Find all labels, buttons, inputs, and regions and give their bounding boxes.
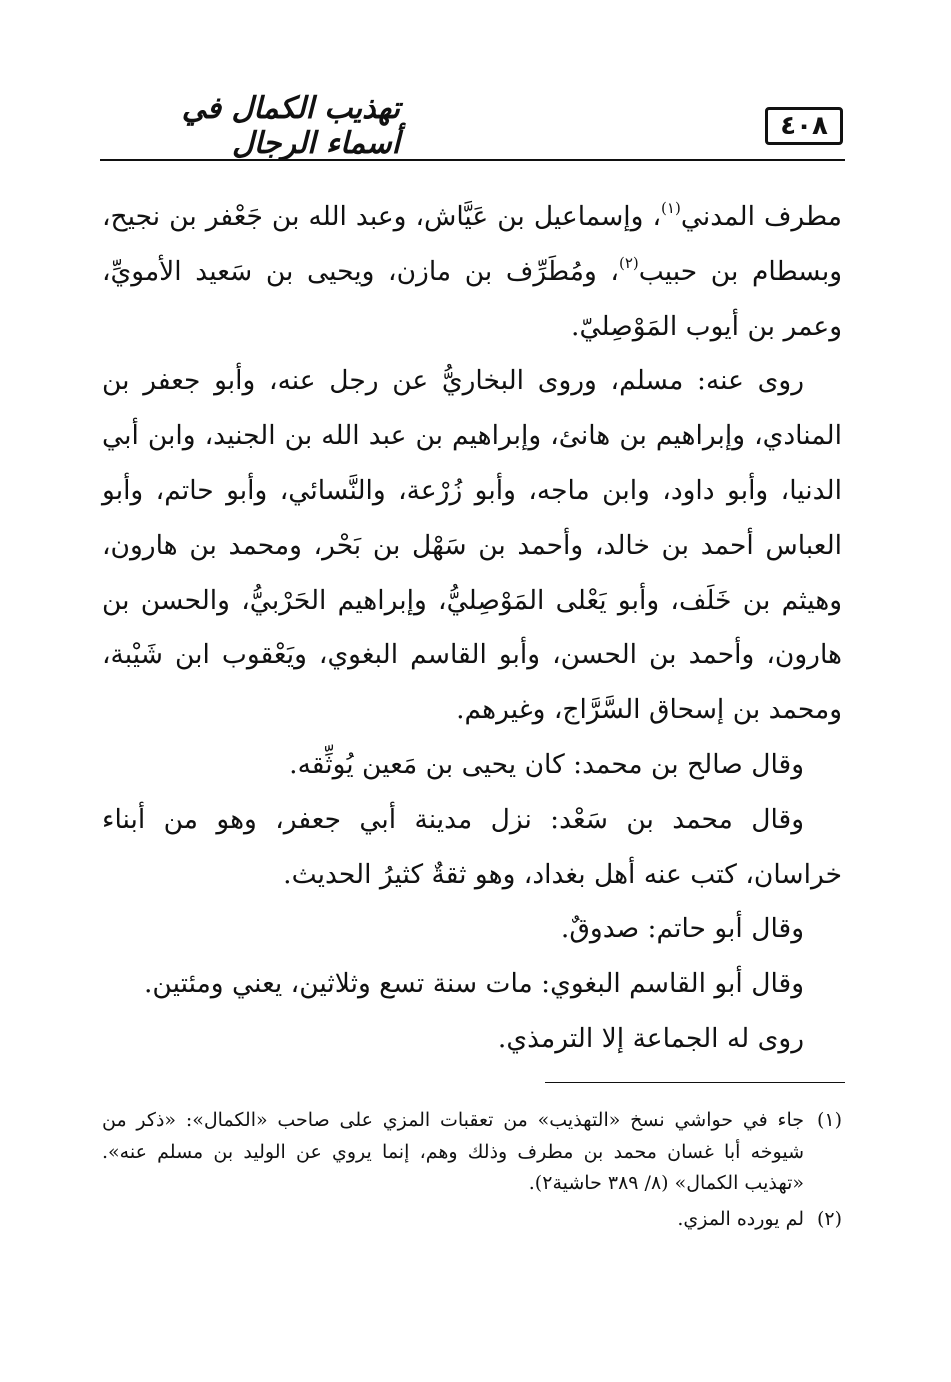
footnotes <box>102 1105 842 1239</box>
footnote-1 <box>102 1105 842 1200</box>
paragraph-baghawi: وقال أبو القاسم البغوي: مات سنة تسع وثلاثين، يعني ومئتين. <box>143 968 804 1000</box>
page-number: ٤٠٨ <box>765 107 843 145</box>
paragraph-ibn-sad: وقال محمد بن سَعْد: نزل مدينة أبي جعفر، وهو من أبناء خراسان، كتب عنه أهل بغداد، وهو ثقةٌ كثيرُ الحديث. <box>102 803 842 890</box>
footnote-ref-2[interactable]: (٢) <box>618 253 639 272</box>
paragraph-salih: وقال صالح بن محمد: كان يحيى بن مَعين يُوثِّقه. <box>289 748 804 780</box>
footnote-number: (١) <box>816 1109 842 1131</box>
page-header <box>100 91 845 165</box>
footnote-text: جاء في حواشي نسخ «التهذيب» من تعقبات المزي على صاحب «الكمال»: «ذكر من شيوخه أبا غسان محمد بن مطرف وذلك وهم، إنما يروي عن الوليد بن مسلم عنه». «تهذيب الكمال» (٨/ ٣٨٩ حاشية٢). <box>102 1109 804 1194</box>
footnote-number: (٢) <box>816 1207 842 1230</box>
book-title: تهذيب الكمال في أسماء الرجال <box>181 91 400 161</box>
text-segment: مطرف المدني <box>680 201 842 232</box>
text-segment: ، ومُطَرِّف بن مازن، ويحيى بن سَعيد الأمويِّ، وعمر بن أيوب المَوْصِليّ. <box>102 255 842 342</box>
footnote-ref-1[interactable]: (١) <box>661 199 681 217</box>
paragraph-teachers <box>102 190 842 354</box>
main-text <box>102 190 842 1067</box>
text-segment: ، وإسماعيل بن عَيَّاش، وعبد الله بن جَعْفر بن نجيح، وبسطام بن حبيب <box>102 201 842 287</box>
footnote-separator <box>545 1082 845 1083</box>
paragraph-abu-hatim: وقال أبو حاتم: صدوقٌ. <box>560 913 804 945</box>
paragraph-narrators: روى له الجماعة إلا الترمذي. <box>497 1022 804 1054</box>
footnote-text: لم يورده المزي. <box>677 1207 804 1230</box>
paragraph-students: روى عنه: مسلم، وروى البخاريُّ عن رجل عنه، وأبو جعفر بن المنادي، وإبراهيم بن هانئ، وإبراهيم بن عبد الله بن الجنيد، وابن أبي الدنيا، وأبو داود، وابن ماجه، وأبو زُرْعة، والنَّسائي، وأبو حاتم، وأبو العباس أحمد بن خالد، وأحمد بن سَهْل بن بَحْر، ومحمد بن هارون، وهيثم بن خَلَف، وأبو يَعْلى المَوْصِليُّ، وإبراهيم الحَرْبيُّ، والحسن بن هارون، وأحمد بن الحسن، وأبو القاسم البغوي، ويَعْقوب ابن شَيْبة، ومحمد بن إسحاق السَّرَّاج، وغيرهم. <box>102 365 842 726</box>
footnote-2 <box>102 1204 842 1236</box>
header-rule <box>100 159 845 161</box>
